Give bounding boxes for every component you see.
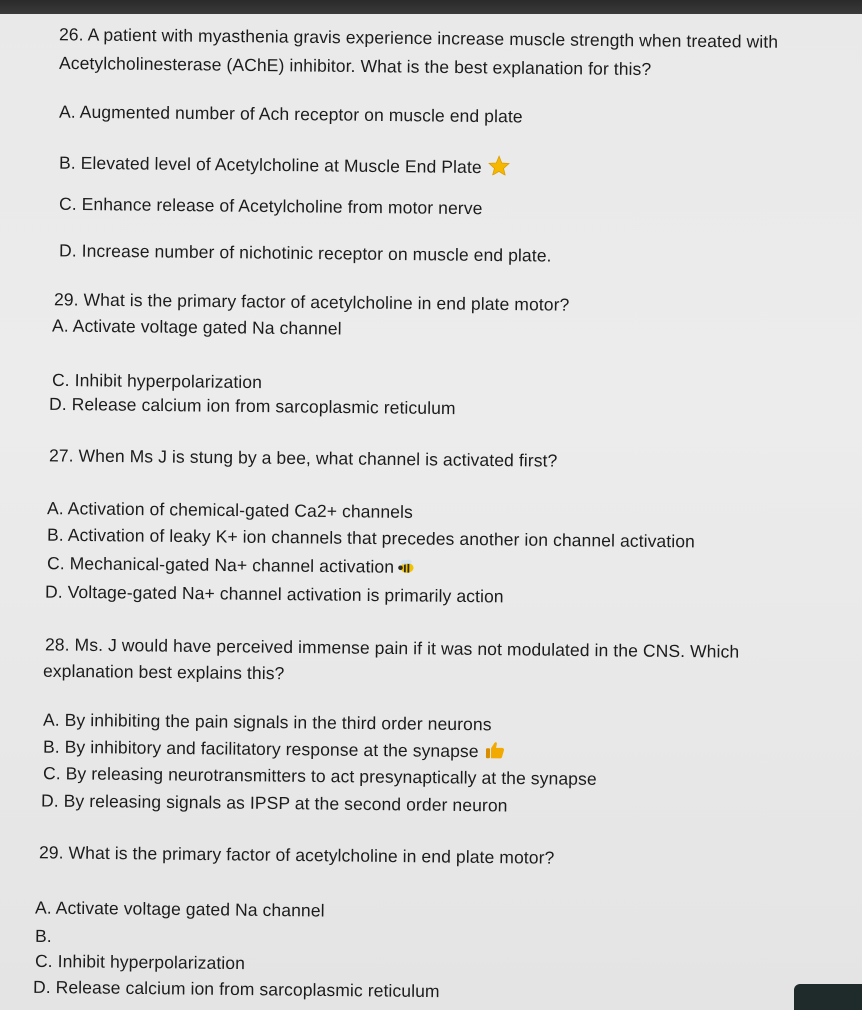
question-29a-option-a: A. Activate voltage gated Na channel <box>51 315 342 339</box>
star-icon <box>488 155 510 180</box>
question-26-option-b <box>59 151 510 181</box>
question-28-option-c: C. By releasing neurotransmitters to act presynaptically at the synapse <box>42 763 597 789</box>
question-28-line-1: 28. Ms. J would have perceived immense pain if it was not modulated in the CNS. Which <box>44 634 740 662</box>
question-28-option-d: D. By releasing signals as IPSP at the second order neuron <box>40 790 508 816</box>
question-26-line-1: 26. A patient with myasthenia gravis experience increase muscle strength when treated with <box>58 24 779 52</box>
question-26-option-a: A. Augmented number of Ach receptor on muscle end plate <box>58 101 523 127</box>
question-29b-line-1: 29. What is the primary factor of acetylcholine in end plate motor? <box>38 842 555 868</box>
question-27-option-c <box>47 553 416 580</box>
question-29a-option-d: D. Release calcium ion from sarcoplasmic reticulum <box>48 393 456 419</box>
thumbs-up-icon <box>485 741 505 764</box>
question-26-line-2: Acetylcholinesterase (AChE) inhibitor. What is the best explanation for this? <box>58 52 652 80</box>
question-26-option-c: C. Enhance release of Acetylcholine from motor nerve <box>58 193 483 219</box>
question-27-option-c-text: C. Mechanical-gated Na+ channel activation <box>46 553 395 577</box>
bee-icon <box>396 559 416 580</box>
question-26-option-b-text: B. Elevated level of Acetylcholine at Muscle End Plate <box>58 152 482 178</box>
question-27-line-1: 27. When Ms J is stung by a bee, what channel is activated first? <box>48 445 558 471</box>
screen-corner-bezel <box>794 984 862 1010</box>
question-28-option-a: A. By inhibiting the pain signals in the third order neurons <box>42 709 492 735</box>
question-29b-option-a: A. Activate voltage gated Na channel <box>34 897 325 921</box>
question-29b-option-d: D. Release calcium ion from sarcoplasmic reticulum <box>32 976 440 1002</box>
question-26-option-d: D. Increase number of nichotinic receptor on muscle end plate. <box>58 240 552 266</box>
question-27-option-b: B. Activation of leaky K+ ion channels that precedes another ion channel activation <box>46 524 696 552</box>
question-28-option-b <box>43 737 505 765</box>
question-28-option-b-text: B. By inhibitory and facilitatory response at the synapse <box>42 736 479 762</box>
question-29a-option-c: C. Inhibit hyperpolarization <box>51 369 263 393</box>
question-27-option-d: D. Voltage-gated Na+ channel activation is primarily action <box>44 581 504 607</box>
question-29a-line-1: 29. What is the primary factor of acetylcholine in end plate motor? <box>53 289 570 315</box>
question-29b-option-b: B. <box>34 925 52 947</box>
question-27-option-a: A. Activation of chemical-gated Ca2+ channels <box>46 498 413 522</box>
question-28-line-2: explanation best explains this? <box>42 660 285 684</box>
question-29b-option-c: C. Inhibit hyperpolarization <box>34 950 246 974</box>
